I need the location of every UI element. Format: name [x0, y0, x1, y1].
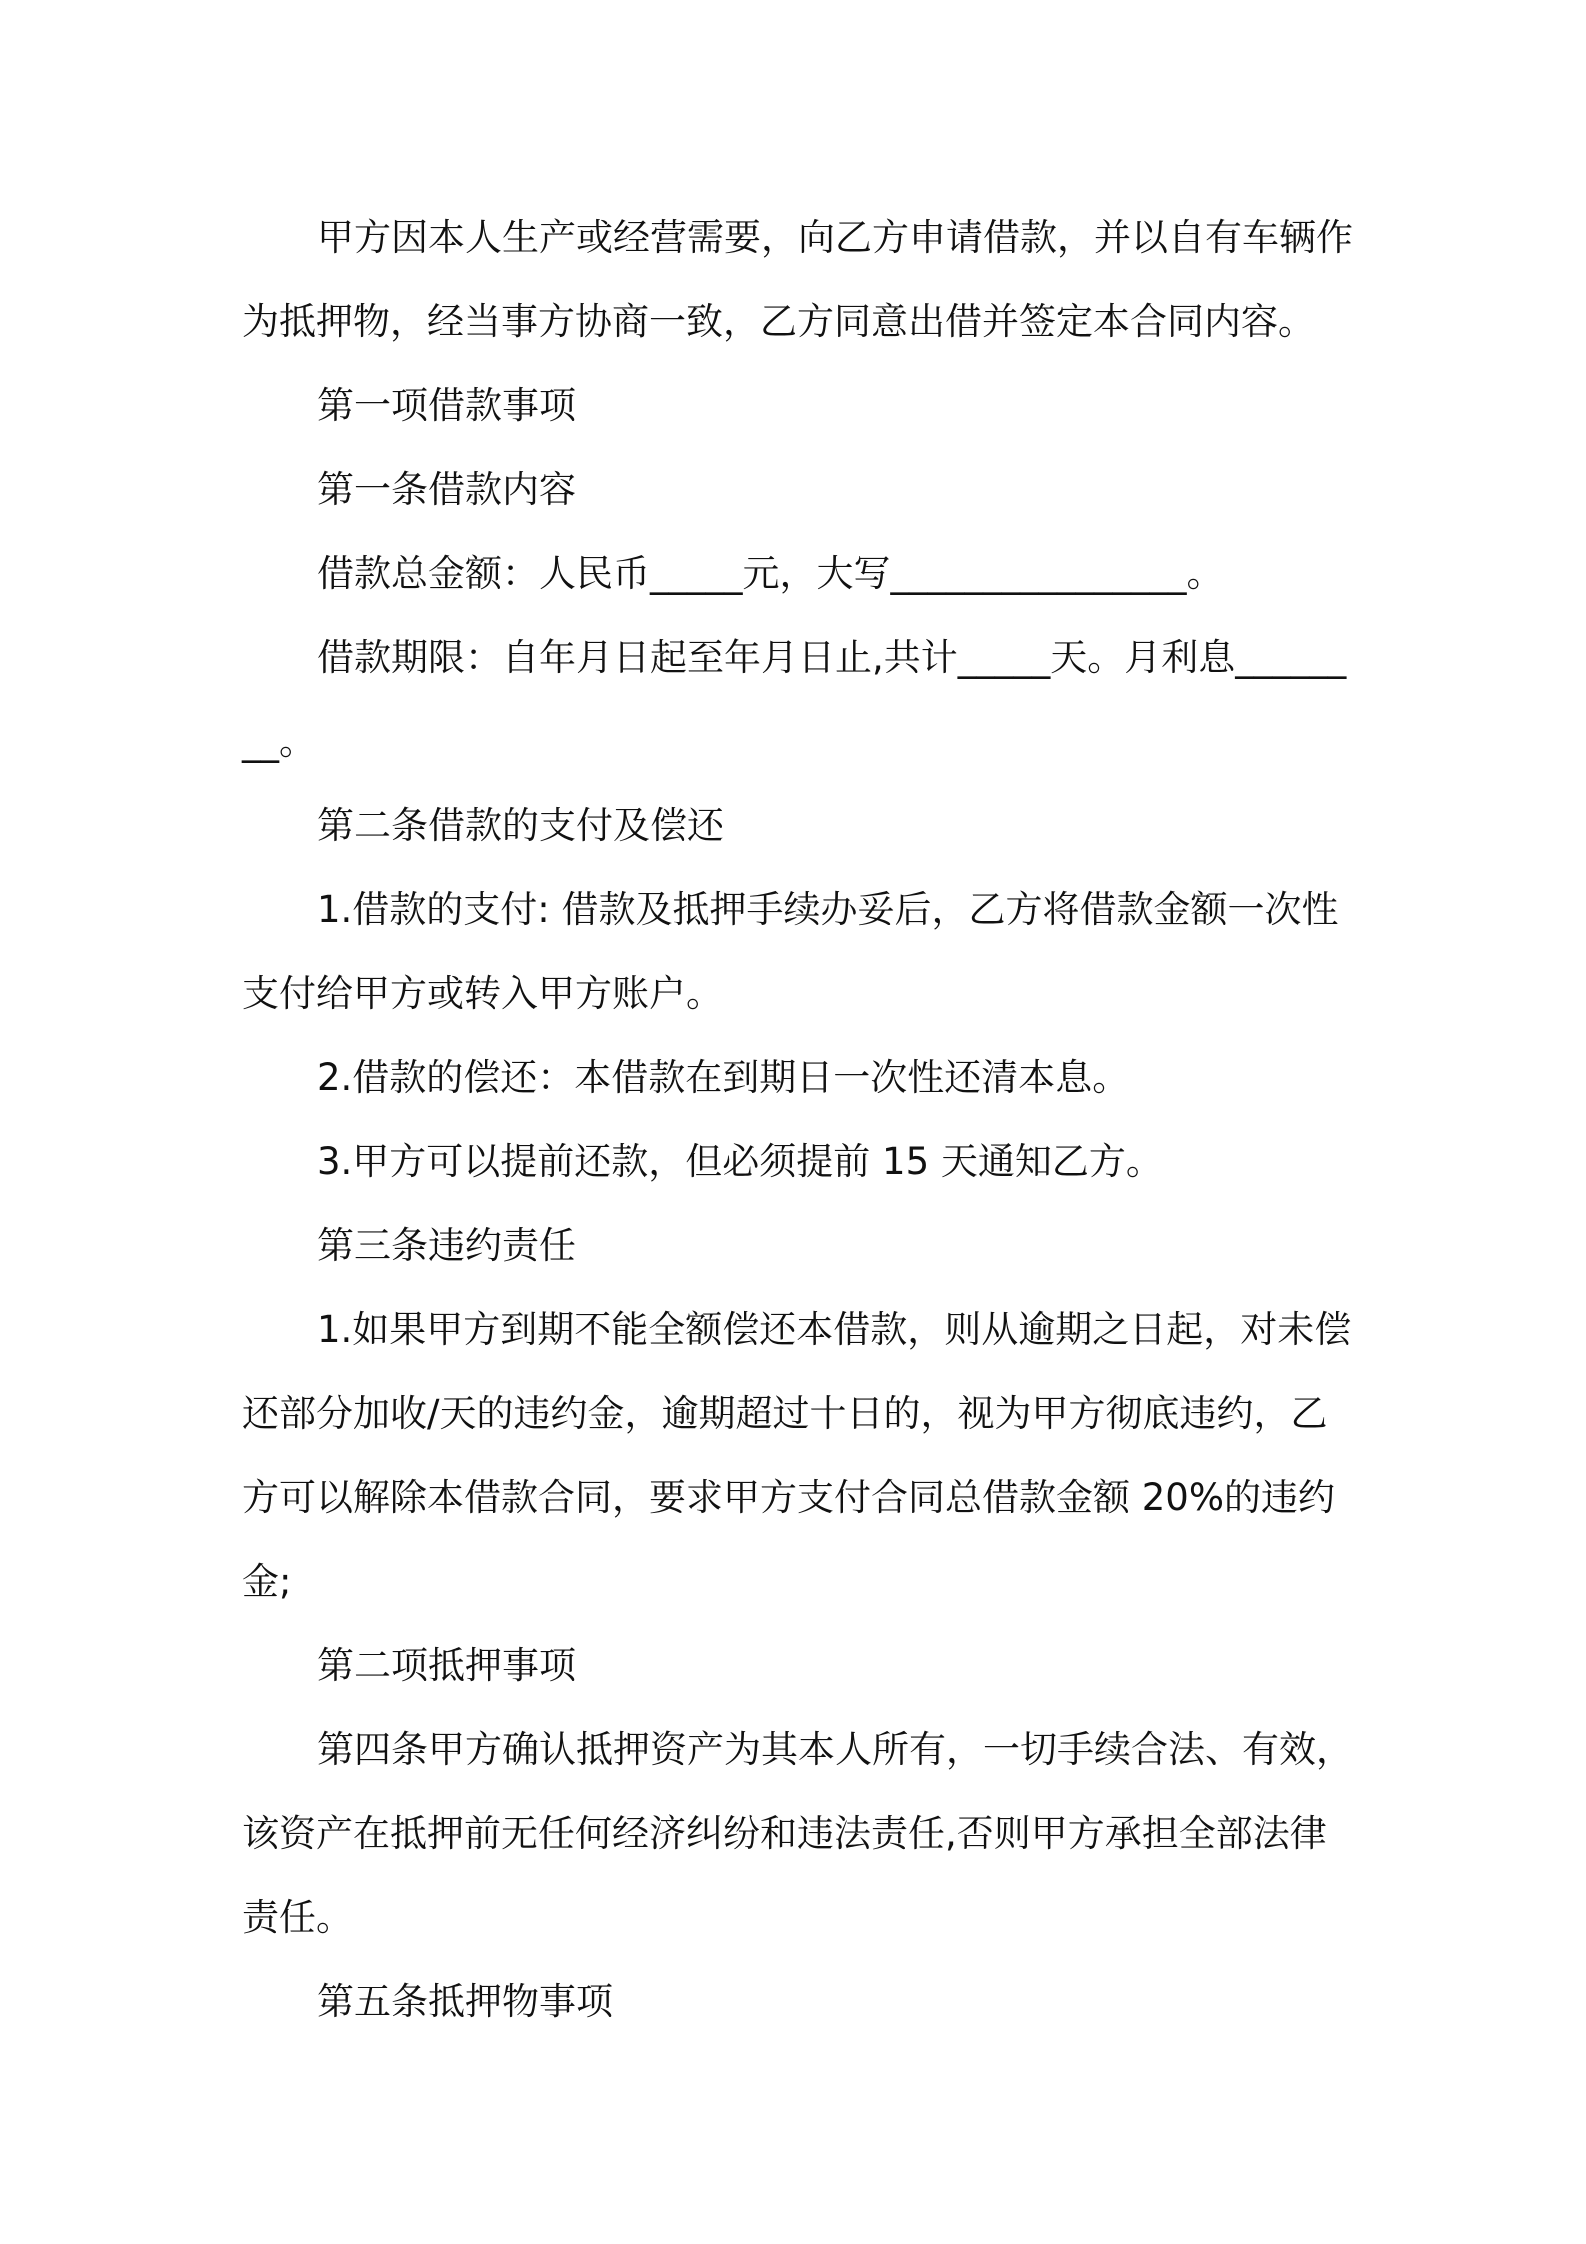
intro-paragraph: 甲方因本人生产或经营需要，向乙方申请借款，并以自有车辆作为抵押物，经当事方协商一致，乙方同意出借并签定本合同内容。	[242, 216, 1353, 343]
article-heading-2: 第二条借款的支付及偿还	[317, 804, 724, 847]
section-heading-2: 第二项抵押事项	[317, 1644, 576, 1687]
payment-clause-1: 1.借款的支付: 借款及抵押手续办妥后，乙方将借款金额一次性支付给甲方或转入甲方账户。	[242, 888, 1339, 1015]
article-heading-3: 第三条违约责任	[317, 1224, 576, 1267]
payment-clause-3: 3.甲方可以提前还款，但必须提前 15 天通知乙方。	[317, 1140, 1163, 1183]
article-heading-5: 第五条抵押物事项	[317, 1980, 613, 2023]
document-page	[242, 196, 1354, 2044]
article-4-paragraph: 第四条甲方确认抵押资产为其本人所有，一切手续合法、有效，该资产在抵押前无任何经济纠纷和违法责任,否则甲方承担全部法律责任。	[242, 1728, 1353, 1939]
breach-clause-1: 1.如果甲方到期不能全额偿还本借款，则从逾期之日起，对未偿还部分加收/天的违约金，逾期超过十日的，视为甲方彻底违约，乙方可以解除本借款合同，要求甲方支付合同总借款金额 20%的违约金;	[242, 1308, 1352, 1603]
payment-clause-2: 2.借款的偿还：本借款在到期日一次性还清本息。	[317, 1056, 1130, 1099]
section-heading-1: 第一项借款事项	[317, 384, 576, 427]
loan-amount-line: 借款总金额：人民币_____元，大写________________。	[317, 552, 1224, 595]
article-heading-1: 第一条借款内容	[317, 468, 576, 511]
loan-term-line: 借款期限：自年月日起至年月日止,共计_____天。月利息________。	[242, 636, 1347, 763]
